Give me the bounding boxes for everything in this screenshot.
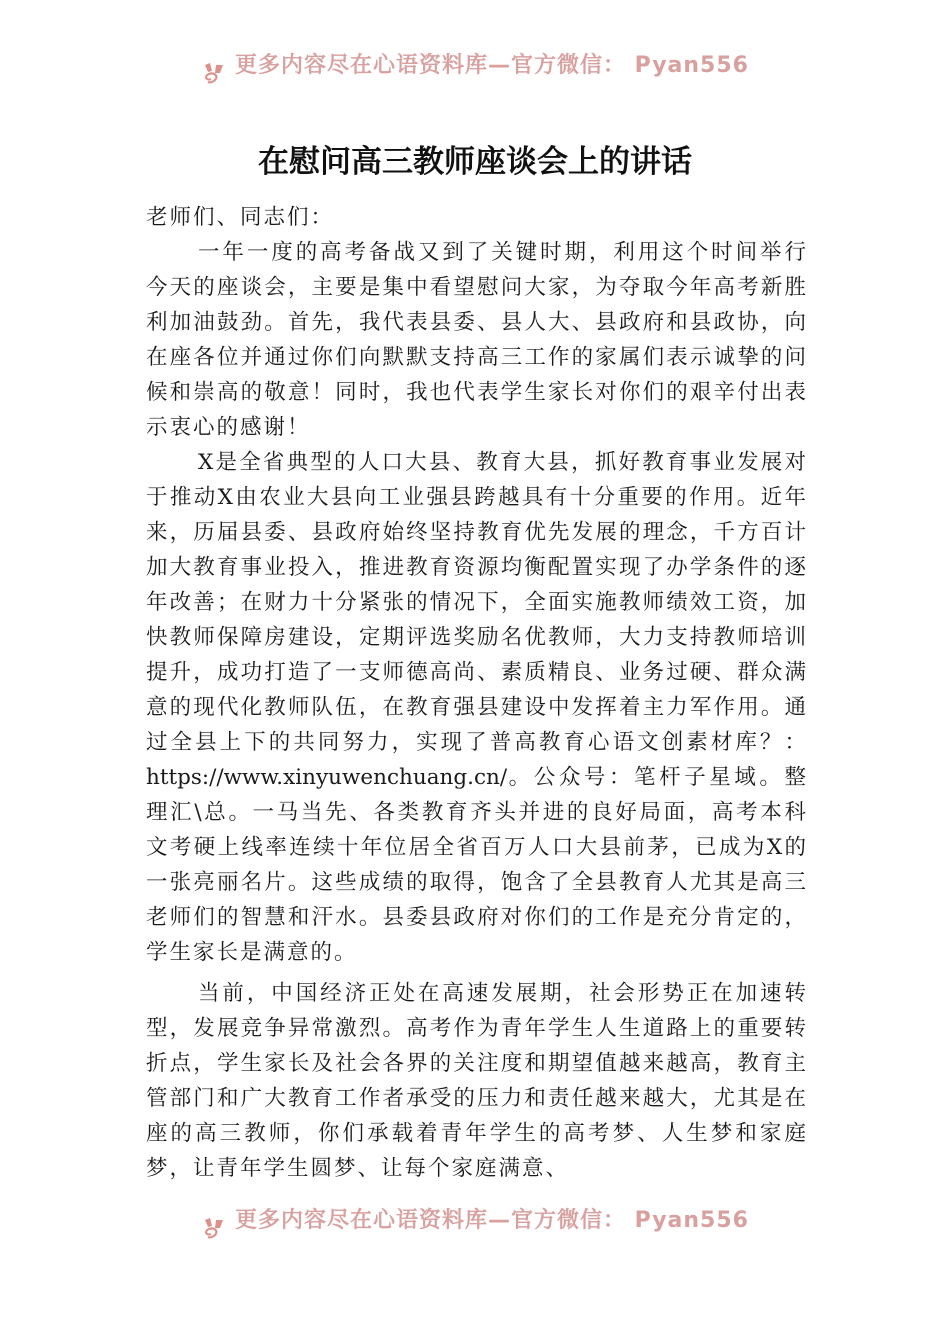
footer-watermark-text: 更多内容尽在心语资料库—官方微信： Pyan556 [235, 1207, 749, 1233]
paragraph-1: 一年一度的高考备战又到了关键时期，利用这个时间举行今天的座谈会，主要是集中看望慰问大家，为夺取今年高考新胜利加油鼓劲。首先，我代表县委、县人大、县政府和县政协，向在座各位并通过你们向默默支持高三工作的家属们表示诚挚的问候和崇高的敬意！同时，我也代表学生家长对你们的艰辛付出表示衷心的感谢！ [146, 240, 808, 440]
watermark-logo-icon [201, 1214, 227, 1240]
footer-watermark [0, 1207, 950, 1241]
document-title: 在慰问高三教师座谈会上的讲话 [258, 144, 692, 180]
watermark-logo-icon [201, 59, 227, 85]
paragraph-2 [146, 445, 808, 970]
salutation: 老师们、同志们： [146, 205, 335, 230]
paragraph-2-text-a: X是全省典型的人口大县、教育大县，抓好教育事业发展对于推动X由农业大县向工业强县跨越具有十分重要的作用。近年来，历届县委、县政府始终坚持教育优先发展的理念，千方百计加大教育事业投入，推进教育资源均衡配置实现了办学条件的逐年改善；在财力十分紧张的情况下，全面实施教师绩效工资，加快教师保障房建设，定期评选奖励名优教师，大力支持教师培训提升，成功打造了一支师德高尚、素质精良、业务过硬、群众满意的现代化教师队伍，在教育强县建设中发挥着主力军作用。通过全县上下的共同努力，实现了普高教育心语文创素材库？： [146, 450, 808, 755]
paragraph-3: 当前，中国经济正处在高速发展期，社会形势正在加速转型，发展竞争异常激烈。高考作为青年学生人生道路上的重要转折点，学生家长及社会各界的关注度和期望值越来越高，教育主管部门和广大教育工作者承受的压力和责任越来越大，尤其是在座的高三教师，你们承载着青年学生的高考梦、人生梦和家庭梦，让青年学生圆梦、让每个家庭满意、 [146, 981, 808, 1181]
header-watermark-text: 更多内容尽在心语资料库—官方微信： Pyan556 [235, 52, 749, 78]
document-body [146, 200, 808, 1186]
paragraph-2-url: https://www.xinyuwenchuang.cn/ [146, 765, 508, 790]
paragraph-2-text-b: 。公众号：笔杆子星域。整理汇\总。一马当先、各类教育齐头并进的良好局面，高考本科文考硬上线率连续十年位居全省百万人口大县前茅，已成为X的一张亮丽名片。这些成绩的取得，饱含了全县教育人尤其是高三老师们的智慧和汗水。县委县政府对你们的工作是充分肯定的，学生家长是满意的。 [146, 765, 808, 965]
header-watermark [0, 52, 950, 86]
